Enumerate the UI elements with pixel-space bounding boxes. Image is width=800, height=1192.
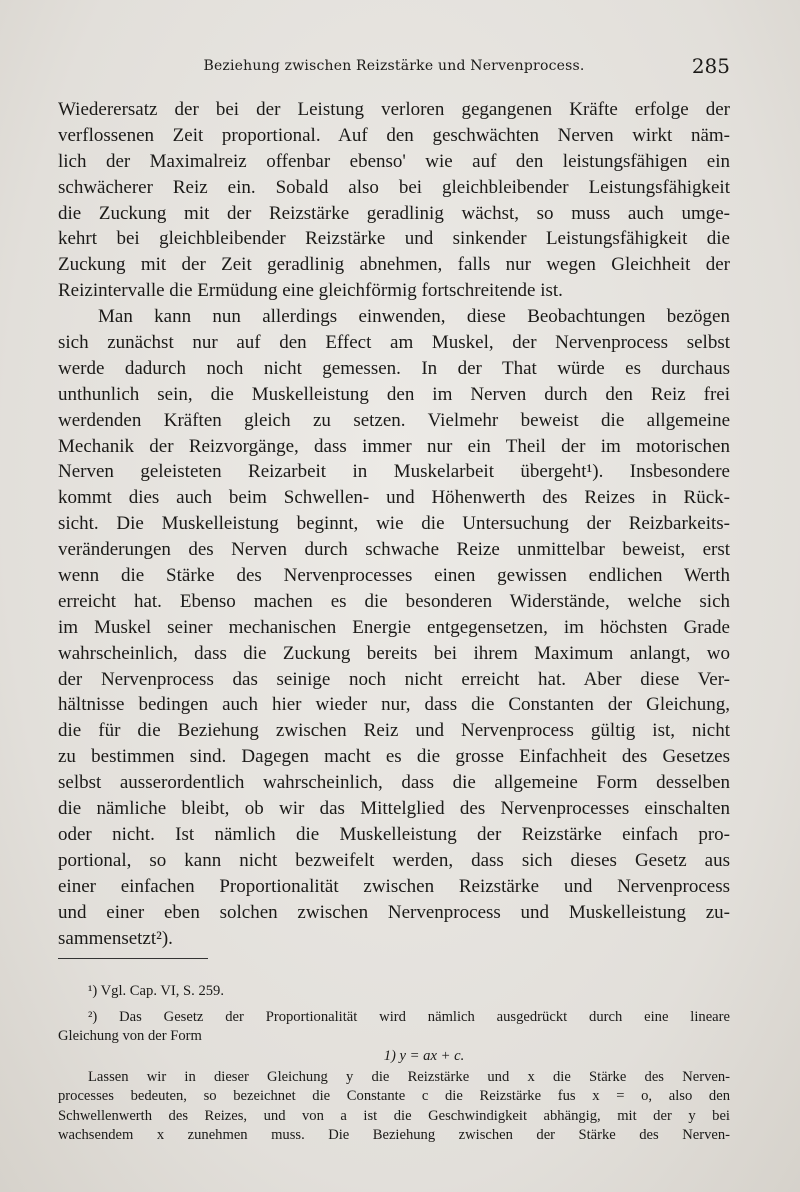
text-line: Mechanik der Reizvorgänge, dass immer nur ein Theil der im motorischen xyxy=(58,435,730,457)
text-line: einer einfachen Proportionalität zwischen Reizstärke und Nervenprocess xyxy=(58,875,730,897)
text-line: selbst ausserordentlich wahrscheinlich, dass die allgemeine Form desselben xyxy=(58,772,730,794)
text-line: wahrscheinlich, dass die Zuckung bereits bei ihrem Maximum anlangt, wo xyxy=(58,642,730,664)
text-line: veränderungen des Nerven durch schwache Reize unmittelbar beweist, erst xyxy=(58,539,730,561)
text-line: unthunlich sein, die Muskelleistung den im Nerven durch den Reiz frei xyxy=(58,383,730,405)
footnote-2-line: Gleichung von der Form xyxy=(58,1028,202,1044)
text-line: werdenden Kräften gleich zu setzen. Vielmehr beweist die allgemeine xyxy=(58,409,730,431)
text-line: schwächerer Reiz ein. Sobald also bei gleichbleibender Leistungsfähigkeit xyxy=(58,176,730,198)
text-line: Nerven geleisteten Reizarbeit in Muskelarbeit übergeht¹). Insbesondere xyxy=(58,461,730,483)
text-line: die Zuckung mit der Reizstärke geradlinig wächst, so muss auch umge- xyxy=(58,202,730,224)
text-line: sicht. Die Muskelleistung beginnt, wie die Untersuchung der Reizbarkeits- xyxy=(58,513,730,535)
footnote-2-line: wachsendem x zunehmen muss. Die Beziehung zwischen der Stärke des Nerven- xyxy=(58,1127,730,1143)
text-line: sich zunächst nur auf den Effect am Muskel, der Nervenprocess selbst xyxy=(58,332,730,354)
text-line: der Nervenprocess das seinige noch nicht erreicht hat. Aber diese Ver- xyxy=(58,668,730,690)
text-line: erreicht hat. Ebenso machen es die besonderen Widerstände, welche sich xyxy=(58,590,730,612)
body-text xyxy=(58,97,730,951)
text-line: und einer eben solchen zwischen Nervenprocess und Muskelleistung zu- xyxy=(58,901,730,923)
text-line: verflossenen Zeit proportional. Auf den geschwächten Nerven wirkt näm- xyxy=(58,124,730,146)
text-line: oder nicht. Ist nämlich die Muskelleistung der Reizstärke einfach pro- xyxy=(58,823,730,845)
text-line: werde dadurch noch nicht gemessen. In der That würde es durchaus xyxy=(58,357,730,379)
footnotes xyxy=(58,982,730,1146)
text-line: Man kann nun allerdings einwenden, diese Beobachtungen bezögen xyxy=(98,306,730,328)
text-line: die für die Beziehung zwischen Reiz und Nervenprocess gültig ist, nicht xyxy=(58,720,730,742)
text-line: portional, so kann nicht bezweifelt werden, dass sich dieses Gesetz aus xyxy=(58,849,730,871)
text-line: wenn die Stärke des Nervenprocesses einen gewissen endlichen Werth xyxy=(58,565,730,587)
formula: 1) y = ax + c. xyxy=(383,1047,465,1064)
footnote-divider xyxy=(58,958,208,959)
text-line: lich der Maximalreiz offenbar ebenso' wie auf den leistungsfähigen ein xyxy=(58,150,730,172)
footnote-1: ¹) Vgl. Cap. VI, S. 259. xyxy=(88,983,224,999)
text-line: hältnisse bedingen auch hier wieder nur, dass die Constanten der Gleichung, xyxy=(58,694,730,716)
page-header xyxy=(58,54,730,82)
footnote-2-line: Schwellenwerth des Reizes, und von a ist die Geschwindigkeit abhängig, mit der y bei xyxy=(58,1107,730,1124)
text-line: Wiederersatz der bei der Leistung verloren gegangenen Kräfte erfolge der xyxy=(58,99,730,120)
text-line: Zuckung mit der Zeit geradlinig abnehmen, falls nur wegen Gleichheit der xyxy=(58,254,730,276)
footnote-2-line: Lassen wir in dieser Gleichung y die Reizstärke und x die Stärke des Nerven- xyxy=(88,1068,730,1085)
text-line: im Muskel seiner mechanischen Energie entgegensetzen, im höchsten Grade xyxy=(58,616,730,638)
running-title: Beziehung zwischen Reizstärke und Nervenprocess. xyxy=(203,58,585,74)
text-line: zu bestimmen sind. Dagegen macht es die grosse Einfachheit des Gesetzes xyxy=(58,746,730,768)
footnote-2-line: processes bedeuten, so bezeichnet die Constante c die Reizstärke fus x = o, also den xyxy=(58,1088,730,1104)
text-line: sammensetzt²). xyxy=(58,927,173,949)
text-line: kommt dies auch beim Schwellen- und Höhenwerth des Reizes in Rück- xyxy=(58,487,730,509)
text-line: Reizintervalle die Ermüdung eine gleichförmig fortschreitende ist. xyxy=(58,280,563,302)
text-line: kehrt bei gleichbleibender Reizstärke und sinkender Leistungsfähigkeit die xyxy=(58,228,730,250)
footnote-2-line: ²) Das Gesetz der Proportionalität wird nämlich ausgedrückt durch eine lineare xyxy=(88,1008,730,1025)
page-number: 285 xyxy=(691,54,730,78)
text-line: die nämliche bleibt, ob wir das Mittelglied des Nervenprocesses einschalten xyxy=(58,798,730,820)
